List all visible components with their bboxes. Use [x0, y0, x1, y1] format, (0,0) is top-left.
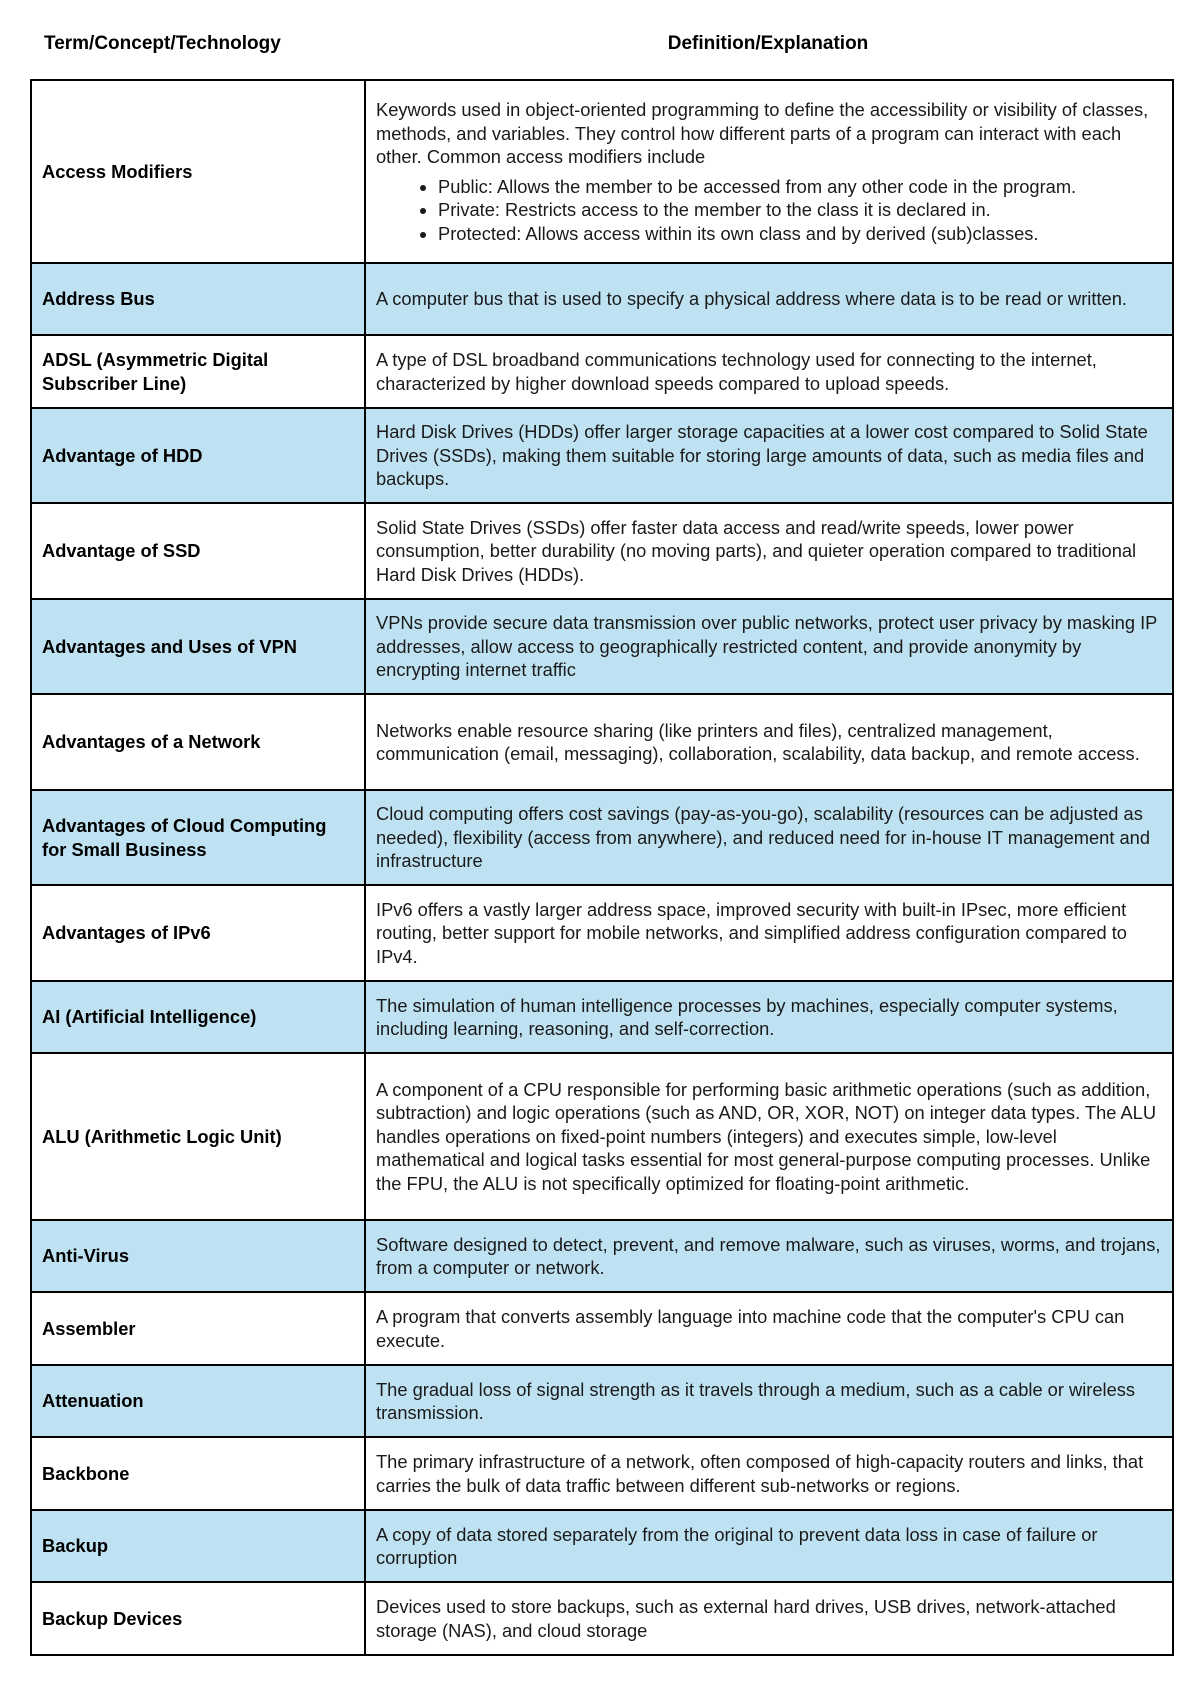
table-row — [31, 335, 1173, 408]
definition-cell: The primary infrastructure of a network, often composed of high-capacity routers and links, that carries the bulk of data traffic between different sub-networks or regions. — [365, 1437, 1173, 1510]
glossary-table — [30, 79, 1174, 1656]
term-cell: Assembler — [31, 1292, 365, 1365]
definition-cell: The gradual loss of signal strength as it travels through a medium, such as a cable or wireless transmission. — [365, 1365, 1173, 1437]
table-row — [31, 1510, 1173, 1582]
list-item: • Public: Allows the member to be accessed from any other code in the program. — [438, 175, 1162, 199]
column-headers — [31, 33, 1171, 59]
table-row — [31, 1053, 1173, 1220]
term-cell: Advantage of HDD — [31, 408, 365, 503]
definition-cell: IPv6 offers a vastly larger address space, improved security with built-in IPsec, more efficient routing, better support for mobile networks, and simplified address configuration compared to IPv4. — [365, 885, 1173, 981]
table-row — [31, 1220, 1173, 1292]
term-cell: ALU (Arithmetic Logic Unit) — [31, 1053, 365, 1220]
table-row — [31, 263, 1173, 335]
definition-cell — [365, 80, 1173, 263]
term-cell: AI (Artificial Intelligence) — [31, 981, 365, 1053]
access-modifiers-list — [376, 175, 1162, 246]
term-cell: Advantage of SSD — [31, 503, 365, 599]
term-cell: Advantages and Uses of VPN — [31, 599, 365, 694]
table-row — [31, 599, 1173, 694]
definition-text: Keywords used in object-oriented programming to define the accessibility or visibility of classes, methods, and variables. They control how different parts of a program can interact with each other. Common access modifiers include — [376, 99, 1149, 167]
definition-cell: Networks enable resource sharing (like printers and files), centralized management, communication (email, messaging), collaboration, scalability, data backup, and remote access. — [365, 694, 1173, 790]
term-cell: Advantages of Cloud Computing for Small Business — [31, 790, 365, 885]
definition-cell: Cloud computing offers cost savings (pay-as-you-go), scalability (resources can be adjusted as needed), flexibility (access from anywhere), and reduced need for in-house IT management and infrastructure — [365, 790, 1173, 885]
table-row — [31, 80, 1173, 263]
definition-cell: Solid State Drives (SSDs) offer faster data access and read/write speeds, lower power consumption, better durability (no moving parts), and quieter operation compared to traditional Hard Disk Drives (HDDs). — [365, 503, 1173, 599]
definition-column-header: Definition/Explanation — [667, 33, 869, 54]
table-row — [31, 1582, 1173, 1655]
term-cell: Backup Devices — [31, 1582, 365, 1655]
term-cell: Advantages of IPv6 — [31, 885, 365, 981]
table-row — [31, 1365, 1173, 1437]
definition-cell: A computer bus that is used to specify a physical address where data is to be read or written. — [365, 263, 1173, 335]
table-row — [31, 1437, 1173, 1510]
definition-cell: A program that converts assembly language into machine code that the computer's CPU can execute. — [365, 1292, 1173, 1365]
term-cell: Backbone — [31, 1437, 365, 1510]
definition-cell: A type of DSL broadband communications technology used for connecting to the internet, characterized by higher download speeds compared to upload speeds. — [365, 335, 1173, 408]
table-row — [31, 408, 1173, 503]
term-cell: ADSL (Asymmetric Digital Subscriber Line) — [31, 335, 365, 408]
table-row — [31, 694, 1173, 790]
definition-cell: A component of a CPU responsible for performing basic arithmetic operations (such as addition, subtraction) and logic operations (such as AND, OR, XOR, NOT) on integer data types. The ALU handles operations on fixed-point numbers (integers) and executes simple, low-level mathematical and logical tasks essential for most general-purpose computing processes. Unlike the FPU, the ALU is not specifically optimized for floating-point arithmetic. — [365, 1053, 1173, 1220]
list-item: • Private: Restricts access to the member to the class it is declared in. — [438, 198, 1162, 222]
definition-cell: Software designed to detect, prevent, and remove malware, such as viruses, worms, and trojans, from a computer or network. — [365, 1220, 1173, 1292]
definition-cell: Hard Disk Drives (HDDs) offer larger storage capacities at a lower cost compared to Solid State Drives (SSDs), making them suitable for storing large amounts of data, such as media files and backups. — [365, 408, 1173, 503]
term-cell: Access Modifiers — [31, 80, 365, 263]
term-cell: Address Bus — [31, 263, 365, 335]
term-cell: Anti-Virus — [31, 1220, 365, 1292]
definition-cell: VPNs provide secure data transmission over public networks, protect user privacy by masking IP addresses, allow access to geographically restricted content, and provide anonymity by encrypting internet traffic — [365, 599, 1173, 694]
table-row — [31, 981, 1173, 1053]
term-column-header: Term/Concept/Technology — [44, 33, 281, 54]
table-row — [31, 885, 1173, 981]
definition-cell: Devices used to store backups, such as external hard drives, USB drives, network-attached storage (NAS), and cloud storage — [365, 1582, 1173, 1655]
definition-cell: A copy of data stored separately from the original to prevent data loss in case of failure or corruption — [365, 1510, 1173, 1582]
table-row — [31, 790, 1173, 885]
table-row — [31, 503, 1173, 599]
term-cell: Attenuation — [31, 1365, 365, 1437]
table-row — [31, 1292, 1173, 1365]
list-item: • Protected: Allows access within its own class and by derived (sub)classes. — [438, 222, 1162, 246]
term-cell: Advantages of a Network — [31, 694, 365, 790]
definition-cell: The simulation of human intelligence processes by machines, especially computer systems, including learning, reasoning, and self-correction. — [365, 981, 1173, 1053]
term-cell: Backup — [31, 1510, 365, 1582]
